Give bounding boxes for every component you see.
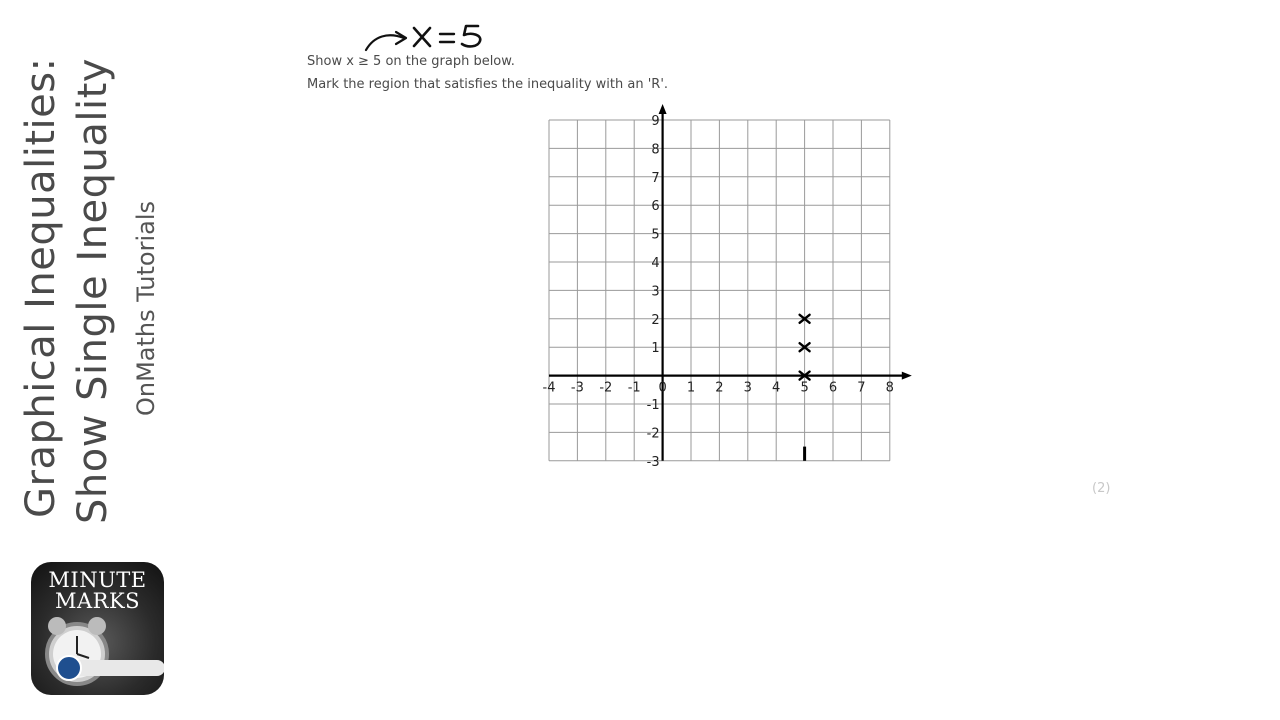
x-tick-label: 7 <box>857 380 866 396</box>
x-tick-label: 4 <box>772 380 781 396</box>
y-tick-label: 8 <box>651 142 660 158</box>
y-tick-label: 7 <box>651 170 660 186</box>
x-tick-label: -1 <box>627 380 641 396</box>
video-title-line2: Show Single Inequality <box>70 58 116 524</box>
x-tick-label: 8 <box>885 380 894 396</box>
y-tick-label: 2 <box>651 312 660 328</box>
x-tick-label: -2 <box>599 380 613 396</box>
x-axis-arrow <box>902 372 912 380</box>
axes <box>549 104 912 461</box>
y-tick-label: -1 <box>646 398 660 413</box>
channel-subtitle: OnMaths Tutorials <box>132 200 160 416</box>
x-tick-label: 6 <box>828 380 838 396</box>
y-tick-labels <box>647 114 660 470</box>
video-title-line1: Graphical Inequalities: <box>18 57 64 518</box>
coordinate-grid[interactable] <box>536 104 916 474</box>
marks-indicator: (2) <box>1092 481 1111 496</box>
x-tick-label: -4 <box>542 380 556 396</box>
x-tick-label: 5 <box>800 380 809 396</box>
question-mark-region: Mark the region that satisfies the inequality with an 'R'. <box>307 77 669 92</box>
x-tick-label: 1 <box>686 380 696 396</box>
logo-text-marks: MARKS <box>54 589 141 613</box>
x-tick-label: -3 <box>570 380 584 396</box>
x-tick-label: 3 <box>743 380 752 396</box>
y-tick-label: -3 <box>646 454 660 470</box>
y-tick-label: 1 <box>651 341 660 357</box>
y-tick-label: 3 <box>651 284 660 300</box>
x-tick-labels <box>543 381 894 396</box>
x-tick-label: 2 <box>715 380 724 396</box>
y-axis-arrow <box>659 104 667 114</box>
y-tick-label: -2 <box>646 426 660 442</box>
y-tick-label: 4 <box>651 256 660 271</box>
handwritten-annotation <box>360 18 490 56</box>
grid-lines <box>549 120 890 461</box>
y-tick-label: 9 <box>651 114 660 129</box>
logo-text-minute: MINUTE <box>48 568 147 592</box>
x-tick-label: 0 <box>658 380 667 396</box>
minute-marks-logo <box>31 562 164 695</box>
question-instruction: Show x ≥ 5 on the graph below. <box>307 54 515 69</box>
y-tick-label: 5 <box>651 227 660 243</box>
y-tick-label: 6 <box>651 199 660 215</box>
sidebar <box>0 0 180 560</box>
onmaths-brand <box>53 654 164 682</box>
